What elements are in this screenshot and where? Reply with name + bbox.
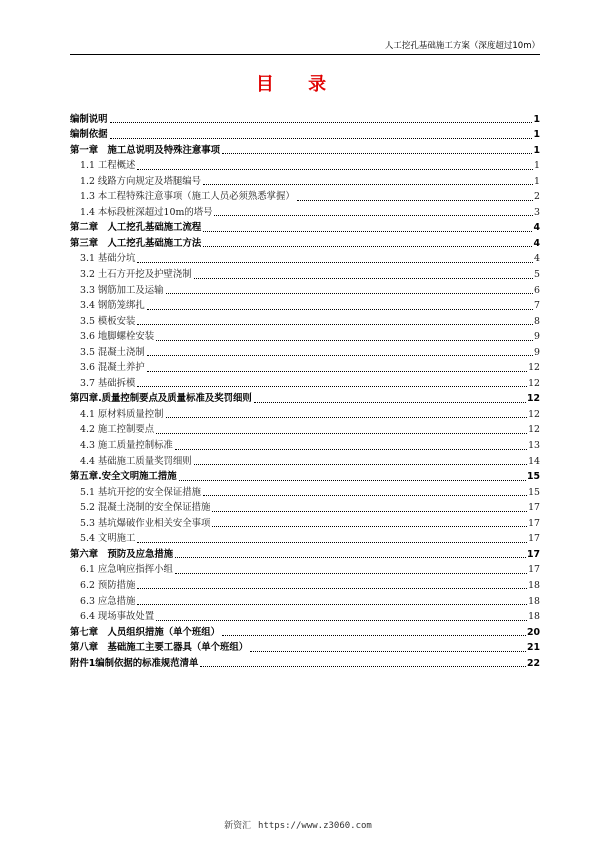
toc-page-number: 18 [528, 611, 540, 623]
toc-dot-leader [194, 278, 533, 279]
toc-section-entry[interactable] [70, 436, 540, 452]
toc-section-entry[interactable] [70, 297, 540, 313]
toc-dot-leader [203, 231, 532, 232]
toc-dot-leader [156, 340, 533, 341]
toc-page-number: 15 [528, 486, 540, 498]
toc-entry-title: 5.3 基坑爆破作业相关安全事项 [80, 517, 211, 529]
toc-page-number: 9 [534, 346, 540, 358]
toc-entry-title: 编制说明 [70, 113, 108, 125]
toc-dot-leader [110, 122, 533, 123]
toc-page-number: 17 [528, 502, 540, 514]
toc-entry-title: 第三章 人工挖孔基础施工方法 [70, 237, 202, 249]
toc-page-number: 1 [534, 160, 540, 172]
toc-entry-title: 6.1 应急响应指挥小组 [80, 564, 173, 576]
toc-section-entry[interactable] [70, 576, 540, 592]
toc-entry-title: 第一章 施工总说明及特殊注意事项 [70, 144, 221, 156]
toc-entry-title: 第六章 预防及应急措施 [70, 548, 174, 560]
toc-entry-title: 编制依据 [70, 129, 108, 141]
toc-dot-leader [166, 417, 528, 418]
toc-section-entry[interactable] [70, 359, 540, 375]
toc-section-entry[interactable] [70, 343, 540, 359]
toc-page-number: 1 [533, 129, 540, 141]
toc-section-entry[interactable] [70, 483, 540, 499]
toc-dot-leader [297, 200, 533, 201]
toc-dot-leader [175, 557, 526, 558]
toc-section-entry[interactable] [70, 561, 540, 577]
toc-entry-title: 第七章 人员组织措施（单个班组） [70, 626, 221, 638]
toc-page-number: 3 [534, 206, 540, 218]
toc-page-number: 22 [526, 657, 540, 669]
toc-dot-leader [194, 464, 527, 465]
toc-page-number: 1 [533, 113, 540, 125]
toc-entry-title: 3.7 基础拆模 [80, 377, 136, 389]
toc-chapter-entry[interactable] [70, 545, 540, 561]
toc-entry-title: 1.2 线路方向规定及塔腿编号 [80, 175, 202, 187]
toc-dot-leader [175, 573, 527, 574]
toc-page-number: 18 [528, 579, 540, 591]
toc-dot-leader [179, 480, 526, 481]
toc-dot-leader [212, 511, 527, 512]
toc-page-number: 12 [528, 408, 540, 420]
toc-section-entry[interactable] [70, 530, 540, 546]
toc-entry-title: 第四章.质量控制要点及质量标准及奖罚细则 [70, 393, 252, 405]
toc-section-entry[interactable] [70, 405, 540, 421]
toc-entry-title: 3.2 土石方开挖及护壁浇制 [80, 269, 192, 281]
page-title: 目 录 [255, 74, 341, 95]
toc-dot-leader [203, 184, 533, 185]
toc-section-entry[interactable] [70, 172, 540, 188]
toc-page-number: 14 [528, 455, 540, 467]
toc-section-entry[interactable] [70, 374, 540, 390]
toc-dot-leader [156, 620, 527, 621]
toc-entry-title: 6.4 现场事故处置 [80, 611, 155, 623]
toc-page-number: 20 [526, 626, 540, 638]
toc-entry-title: 4.2 施工控制要点 [80, 424, 155, 436]
toc-page-number: 7 [534, 300, 540, 312]
toc-chapter-entry[interactable] [70, 623, 540, 639]
toc-page-number: 4 [533, 237, 540, 249]
toc-section-entry[interactable] [70, 157, 540, 173]
toc-page-number: 18 [528, 595, 540, 607]
toc-page-number: 17 [526, 548, 540, 560]
toc-page-number: 1 [533, 144, 540, 156]
toc-page-number: 12 [528, 362, 540, 374]
toc-dot-leader [137, 324, 533, 325]
toc-entry-title: 附件1编制依据的标准规范清单 [70, 657, 199, 669]
toc-page-number: 12 [526, 393, 540, 405]
toc-entry-title: 3.4 钢筋笼绑扎 [80, 300, 145, 312]
toc-entry-title: 4.4 基础施工质量奖罚细则 [80, 455, 192, 467]
toc-page-number: 1 [534, 175, 540, 187]
toc-chapter-entry[interactable] [70, 234, 540, 250]
toc-section-entry[interactable] [70, 328, 540, 344]
footer-site-link[interactable]: https://www.z3060.com [258, 821, 372, 831]
toc-section-entry[interactable] [70, 592, 540, 608]
toc-dot-leader [137, 604, 527, 605]
toc-entry-title: 3.3 钢筋加工及运输 [80, 284, 164, 296]
toc-page-number: 8 [534, 315, 540, 327]
toc-page-number: 17 [528, 564, 540, 576]
toc-section-entry[interactable] [70, 265, 540, 281]
table-of-contents [70, 110, 540, 670]
toc-dot-leader [110, 138, 533, 139]
toc-entry-title: 5.4 文明施工 [80, 533, 136, 545]
toc-dot-leader [137, 386, 527, 387]
toc-page-number: 2 [534, 191, 540, 203]
toc-page-number: 5 [534, 269, 540, 281]
toc-chapter-entry[interactable] [70, 219, 540, 235]
toc-entry-title: 3.5 模板安装 [80, 315, 136, 327]
toc-chapter-entry[interactable] [70, 468, 540, 484]
toc-entry-title: 3.6 地脚螺栓安装 [80, 331, 155, 343]
toc-entry-title: 3.5 混凝土浇制 [80, 346, 145, 358]
toc-dot-leader [200, 666, 526, 667]
toc-dot-leader [147, 355, 533, 356]
toc-dot-leader [147, 309, 533, 310]
toc-chapter-entry[interactable] [70, 141, 540, 157]
footer [0, 818, 596, 831]
toc-page-number: 4 [533, 222, 540, 234]
toc-dot-leader [147, 371, 527, 372]
toc-page-number: 17 [528, 533, 540, 545]
toc-dot-leader [166, 293, 534, 294]
toc-entry-title: 3.6 混凝土养护 [80, 362, 145, 374]
toc-entry-title: 5.1 基坑开挖的安全保证措施 [80, 486, 202, 498]
toc-page-number: 12 [528, 377, 540, 389]
toc-section-entry[interactable] [70, 281, 540, 297]
toc-entry-title: 第五章.安全文明施工措施 [70, 471, 177, 483]
toc-chapter-entry[interactable] [70, 110, 540, 126]
toc-section-entry[interactable] [70, 608, 540, 624]
running-header [70, 40, 540, 55]
toc-page-number: 4 [534, 253, 540, 265]
toc-section-entry[interactable] [70, 250, 540, 266]
footer-brand: 新资汇 [224, 821, 252, 831]
toc-entry-title: 4.1 原材料质量控制 [80, 408, 164, 420]
toc-dot-leader [250, 651, 526, 652]
toc-entry-title: 第八章 基础施工主要工器具（单个班组） [70, 642, 249, 654]
toc-page-number: 15 [526, 471, 540, 483]
toc-dot-leader [137, 169, 533, 170]
toc-page-number: 9 [534, 331, 540, 343]
toc-dot-leader [222, 153, 532, 154]
toc-page-number: 21 [526, 642, 540, 654]
toc-section-entry[interactable] [70, 499, 540, 515]
toc-dot-leader [137, 542, 527, 543]
toc-page-number: 12 [528, 424, 540, 436]
toc-entry-title: 4.3 施工质量控制标准 [80, 440, 173, 452]
toc-section-entry[interactable] [70, 312, 540, 328]
toc-page-number: 13 [528, 440, 540, 452]
toc-section-entry[interactable] [70, 421, 540, 437]
toc-entry-title: 1.1 工程概述 [80, 160, 136, 172]
toc-dot-leader [203, 246, 532, 247]
toc-dot-leader [137, 588, 527, 589]
toc-dot-leader [254, 402, 526, 403]
toc-dot-leader [214, 215, 533, 216]
toc-section-entry[interactable] [70, 188, 540, 204]
toc-section-entry[interactable] [70, 514, 540, 530]
toc-chapter-entry[interactable] [70, 390, 540, 406]
toc-page-number: 17 [528, 517, 540, 529]
toc-chapter-entry[interactable] [70, 654, 540, 670]
toc-entry-title: 5.2 混凝土浇制的安全保证措施 [80, 502, 211, 514]
toc-dot-leader [156, 433, 527, 434]
toc-section-entry[interactable] [70, 452, 540, 468]
toc-dot-leader [203, 495, 527, 496]
toc-entry-title: 6.3 应急措施 [80, 595, 136, 607]
toc-dot-leader [212, 526, 527, 527]
toc-page-number: 6 [534, 284, 540, 296]
toc-entry-title: 1.4 本标段桩深超过10m的塔号 [80, 206, 213, 218]
toc-section-entry[interactable] [70, 203, 540, 219]
running-header-text: 人工挖孔基础施工方案（深度超过10m） [384, 41, 540, 51]
toc-entry-title: 1.3 本工程特殊注意事项（施工人员必须熟悉掌握） [80, 191, 295, 203]
toc-dot-leader [175, 449, 527, 450]
toc-entry-title: 3.1 基础分坑 [80, 253, 136, 265]
toc-chapter-entry[interactable] [70, 639, 540, 655]
toc-dot-leader [222, 635, 526, 636]
toc-dot-leader [137, 262, 533, 263]
toc-entry-title: 第二章 人工挖孔基础施工流程 [70, 222, 202, 234]
toc-chapter-entry[interactable] [70, 126, 540, 142]
toc-entry-title: 6.2 预防措施 [80, 579, 136, 591]
